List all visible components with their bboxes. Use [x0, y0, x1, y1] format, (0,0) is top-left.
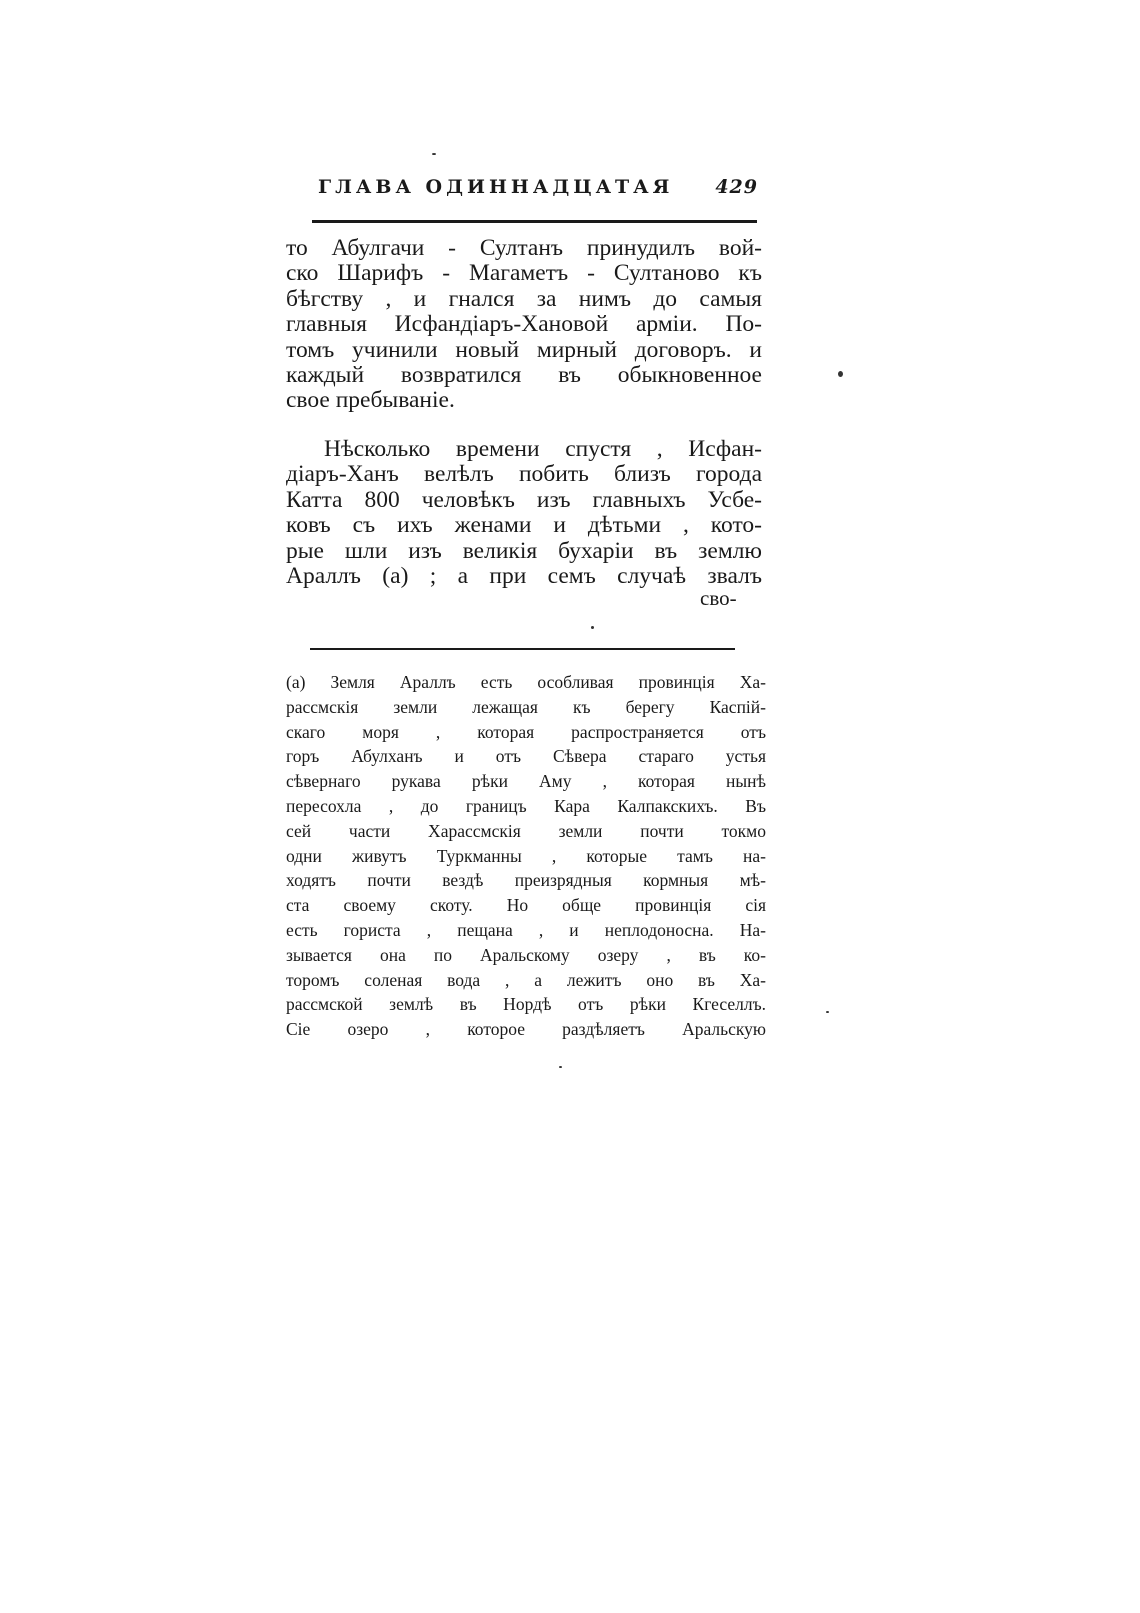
text-line: ковъ съ ихъ женами и дѣтьми , кото-: [286, 512, 762, 539]
footnote-line: пересохла , до границъ Кара Калпакскихъ. Въ: [286, 795, 766, 816]
ink-speck: [838, 371, 843, 377]
ink-speck: [591, 626, 594, 629]
footnote-line: сей части Харассмскiя земли почти токмо: [286, 820, 766, 841]
catchword: сво-: [700, 586, 737, 610]
footnote: [286, 670, 766, 1042]
text-line: то Абулгачи - Султанъ принудилъ вой-: [286, 235, 762, 261]
paragraph-2: [286, 437, 762, 589]
running-head: [318, 176, 758, 206]
text-line: дiаръ-Ханъ велѣлъ побить близъ города: [286, 461, 762, 488]
text-line: Араллъ (а) ; а при семъ случаѣ звалъ: [286, 562, 762, 589]
footnote-line: рассмской землѣ въ Нордѣ отъ рѣки Кгеселлъ.: [286, 994, 766, 1015]
footnote-line: ходятъ почти вездѣ преизрядныя кормныя мѣ-: [286, 870, 766, 891]
footnote-line: сѣвернаго рукава рѣки Аму , которая нынѣ: [286, 771, 766, 792]
text-line: главныя Исфандiаръ-Хановой армiи. По-: [286, 311, 762, 338]
text-line: томъ учинили новый мирный договоръ. и: [286, 336, 762, 363]
footnote-rule: [310, 648, 735, 650]
footnote-line: (а) Земля Араллъ есть особливая провинцiя Ха-: [286, 672, 766, 692]
ink-speck: [559, 1066, 562, 1068]
paragraph-1: [286, 236, 762, 414]
ink-speck: [826, 1011, 829, 1013]
chapter-title: ГЛАВА ОДИННАДЦАТАЯ: [318, 176, 674, 198]
text-line: свое пребыванiе.: [286, 387, 455, 414]
page-number: 429: [715, 176, 758, 198]
footnote-line: зывается она по Аральскому озеру , въ ко-: [286, 944, 766, 965]
footnote-line: ста своему скоту. Но обще провинцiя сiя: [286, 895, 766, 916]
text-line: рые шли изъ великiя бухарiи въ землю: [286, 537, 762, 564]
footnote-line: одни живутъ Туркманны , которые тамъ на-: [286, 845, 766, 866]
text-line: Нѣсколько времени спустя , Исфан-: [324, 436, 762, 462]
text-line: бѣгству , и гнался за нимъ до самыя: [286, 285, 762, 312]
footnote-line: скаго моря , которая распространяется отъ: [286, 721, 766, 742]
footnote-line: торомъ соленая вода , а лежитъ оно въ Ха-: [286, 969, 766, 990]
footnote-line: горъ Абулханъ и отъ Сѣвера стараго устья: [286, 746, 766, 767]
text-line: каждый возвратился въ обыкновенное: [286, 361, 762, 388]
header-rule: [312, 220, 757, 223]
text-line: ско Шарифъ - Магаметъ - Султаново къ: [286, 260, 762, 287]
ink-speck: [432, 153, 436, 155]
footnote-line: Сie озеро , которое раздѣляетъ Аральскую: [286, 1019, 766, 1040]
text-line: Катта 800 человѣкъ изъ главныхъ Усбе-: [286, 486, 762, 513]
footnote-line: рассмскiя земли лежащая къ берегу Каспiй-: [286, 696, 766, 717]
footnote-line: есть гориста , пещана , и неплодоносна. На-: [286, 919, 766, 940]
